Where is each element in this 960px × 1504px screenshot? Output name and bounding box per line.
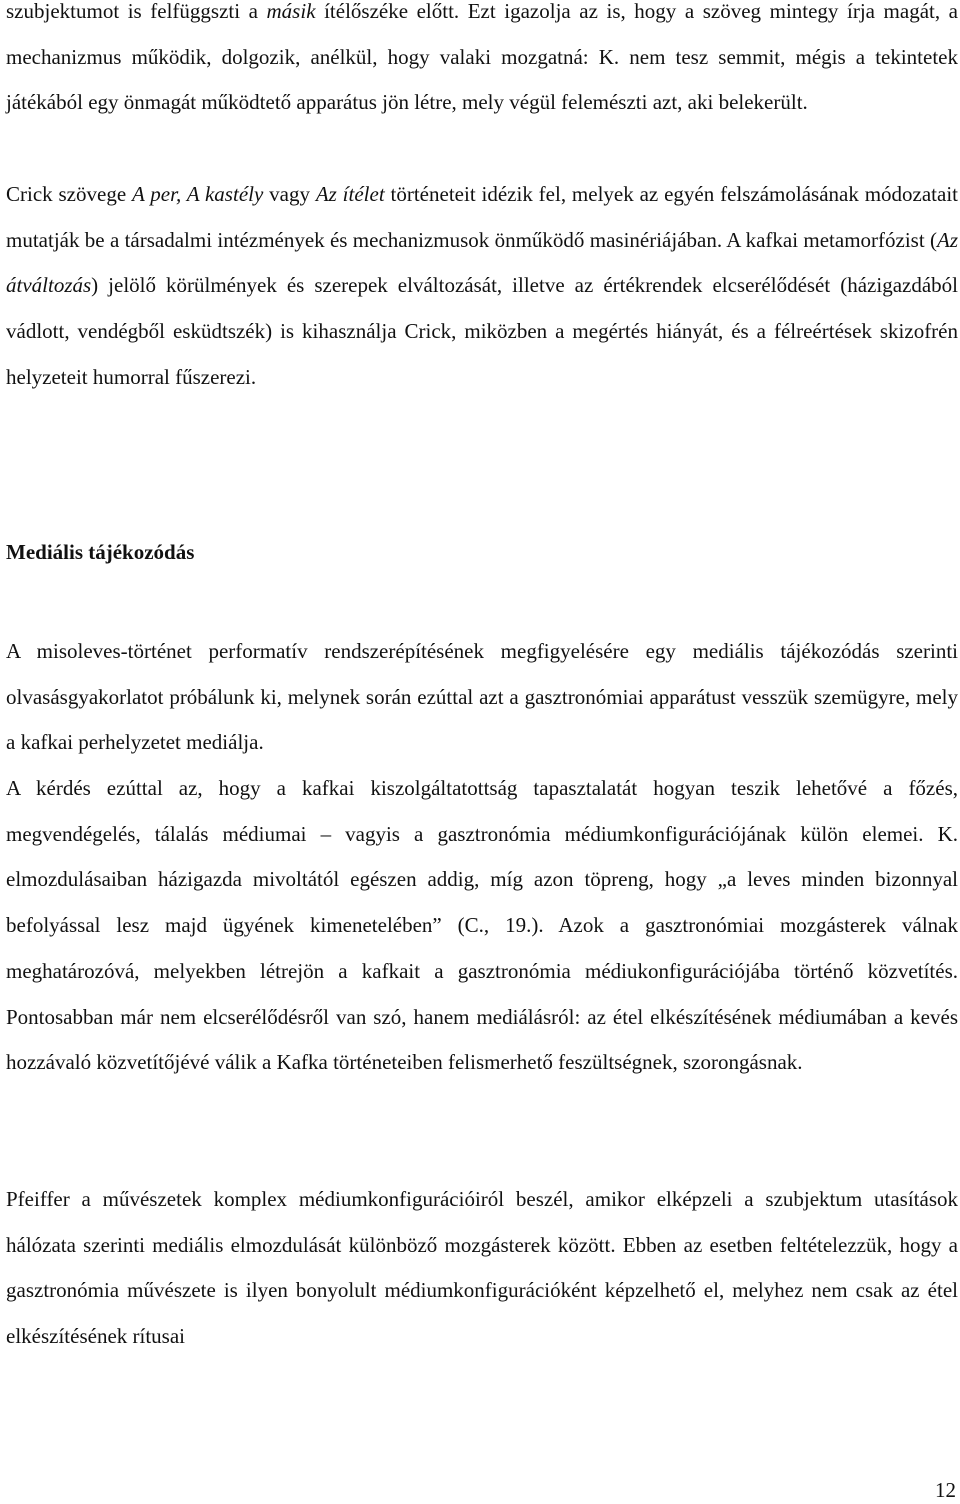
- page-number: 12: [935, 1478, 956, 1502]
- text-run: szubjektumot is felfüggszti a: [6, 0, 267, 23]
- text-run: Pfeiffer a művészetek komplex médiumkonfigurációiról beszél, amikor elképzeli a szubjektum utasítások hálózata szerinti mediális elmozdulását különböző mozgásterek között. Ebben az esetben feltételezzük, hogy a gasztronómia művészete is ilyen bonyolult médiumkonfigurációként képzelhető el, melyhez nem csak az étel elkészítésének rítusai: [6, 1187, 958, 1349]
- text-run: A misoleves-történet performatív rendszerépítésének megfigyelésére egy mediális tájékozódás szerinti olvasásgyakorlatot próbálunk ki, melynek során ezúttal azt a gasztronómiai apparátust vesszük szemügyre, mely a kafkai perhelyzetet mediálja.: [6, 639, 958, 755]
- italic-title: Az átváltozás: [6, 227, 958, 298]
- text-run: történeteit idézik fel, melyek az egyén felszámolásának módozatait mutatják be a társadalmi intézmények és mechanizmusok önműködő masinériájában. A kafkai metamorfózist (: [6, 182, 958, 252]
- italic-title: A per, A kastély: [132, 182, 264, 206]
- paragraph-5: [6, 1177, 958, 1360]
- paragraph-3: [6, 629, 958, 766]
- text-run: ) jelölő körülmények és szerepek elváltozását, illetve az értékrendek elcserélődését (házigazdából vádlott, vendégből esküdtszék) is kihasználja Crick, miközben a megértés hiányát, és a félreértések skizofrén helyzeteit humorral fűszerezi.: [6, 273, 958, 389]
- paragraph-4: [6, 766, 958, 1086]
- text-run: A kérdés ezúttal az, hogy a kafkai kiszolgáltatottság tapasztalatát hogyan teszik lehetővé a főzés, megvendégelés, tálalás médiumai – vagyis a gasztronómia médiumkonfigurációjának külön elemei. K. elmozdulásaiban házigazda mivoltától egészen addig, míg azon töpreng, hogy „a leves minden bizonnyal befolyással lesz majd ügyének kimenetelében” (C., 19.). Azok a gasztronómiai mozgásterek válnak meghatározóvá, melyekben létrejön a kafkait a gasztronómia médiukonfigurációjába történő közvetítés. Pontosabban már nem elcserélődésről van szó, hanem mediálásról: az étel elkészítésének médiumában a kevés hozzávaló közvetítőjévé válik a Kafka történeteiben felismerhető feszültségnek, szorongásnak.: [6, 776, 958, 1075]
- paragraph-2: [6, 172, 958, 401]
- text-run: ítélőszéke előtt. Ezt igazolja az is, hogy a szöveg mintegy írja magát, a mechanizmus működik, dolgozik, anélkül, hogy valaki mozgatná: K. nem tesz semmit, mégis a tekintetek játékából egy önmagát működtető apparátus jön létre, mely végül felemészti azt, aki belekerült.: [6, 0, 958, 115]
- paragraph-1: [6, 0, 958, 126]
- italic-title: Az ítélet: [315, 182, 385, 206]
- section-heading: Mediális tájékozódás: [6, 540, 195, 564]
- text-run: vagy: [263, 182, 316, 206]
- italic-title: másik: [266, 0, 316, 23]
- text-run: Crick szövege: [6, 182, 132, 206]
